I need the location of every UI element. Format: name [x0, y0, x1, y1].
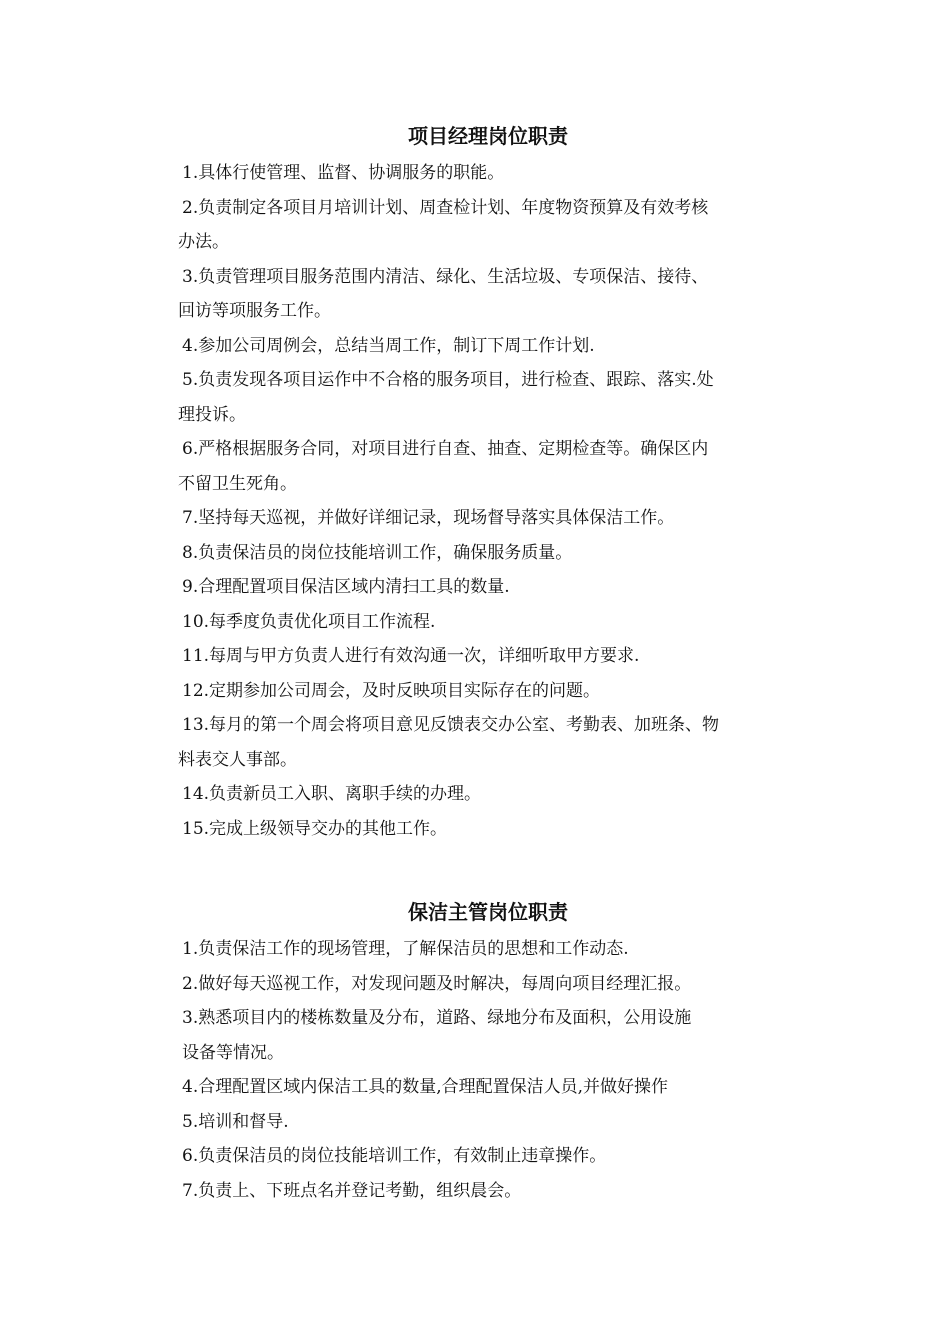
duty-line: 2.做好每天巡视工作，对发现问题及时解决，每周向项目经理汇报。 [182, 973, 692, 994]
duty-line: 11.每周与甲方负责人进行有效沟通一次，详细听取甲方要求. [182, 646, 640, 666]
section-cleaning-supervisor [178, 898, 798, 1208]
duty-line: 1.具体行使管理、监督、协调服务的职能。 [182, 163, 505, 183]
section-title: 项目经理岗位职责 [408, 124, 568, 148]
duty-line: 7.坚持每天巡视，并做好详细记录，现场督导落实具体保洁工作。 [182, 508, 675, 528]
duty-line-continuation: 办法。 [178, 232, 229, 252]
duty-line: 9.合理配置项目保洁区域内清扫工具的数量. [182, 577, 510, 597]
duty-line: 3.负责管理项目服务范围内清洁、绿化、生活垃圾、专项保洁、接待、 [182, 266, 709, 287]
duty-line-continuation: 回访等项服务工作。 [178, 301, 331, 321]
duty-line: 3.熟悉项目内的楼栋数量及分布，道路、绿地分布及面积，公用设施 [182, 1008, 692, 1028]
duty-line: 10.每季度负责优化项目工作流程. [182, 611, 436, 632]
duty-line: 8.负责保洁员的岗位技能培训工作，确保服务质量。 [182, 542, 573, 563]
duty-line: 13.每月的第一个周会将项目意见反馈表交办公室、考勤表、加班条、物 [182, 715, 720, 735]
duty-line: 15.完成上级领导交办的其他工作。 [182, 818, 448, 839]
duty-line: 4.合理配置区域内保洁工具的数量,合理配置保洁人员,并做好操作 [182, 1077, 669, 1097]
duty-line: 5.负责发现各项目运作中不合格的服务项目，进行检查、跟踪、落实.处 [182, 370, 714, 390]
section-title: 保洁主管岗位职责 [408, 900, 568, 924]
duty-line: 12.定期参加公司周会，及时反映项目实际存在的问题。 [182, 680, 601, 701]
duty-line: 14.负责新员工入职、离职手续的办理。 [182, 784, 482, 804]
duty-line-continuation: 料表交人事部。 [178, 749, 297, 770]
duty-line: 4.参加公司周例会，总结当周工作，制订下周工作计划. [182, 335, 595, 356]
duty-line: 2.负责制定各项目月培训计划、周查检计划、年度物资预算及有效考核 [182, 197, 709, 218]
duty-line: 7.负责上、下班点名并登记考勤，组织晨会。 [182, 1180, 522, 1201]
duty-line-continuation: 不留卫生死角。 [178, 473, 297, 494]
duty-line: 6.严格根据服务合同，对项目进行自查、抽查、定期检查等。确保区内 [182, 439, 709, 459]
duty-line: 6.负责保洁员的岗位技能培训工作，有效制止违章操作。 [182, 1146, 607, 1166]
duty-line: 1.负责保洁工作的现场管理，了解保洁员的思想和工作动态. [182, 939, 629, 959]
duty-line-continuation: 设备等情况。 [182, 1042, 284, 1063]
duty-line-continuation: 理投诉。 [178, 404, 246, 425]
duty-line: 5.培训和督导. [182, 1111, 289, 1132]
section-project-manager [178, 122, 798, 846]
